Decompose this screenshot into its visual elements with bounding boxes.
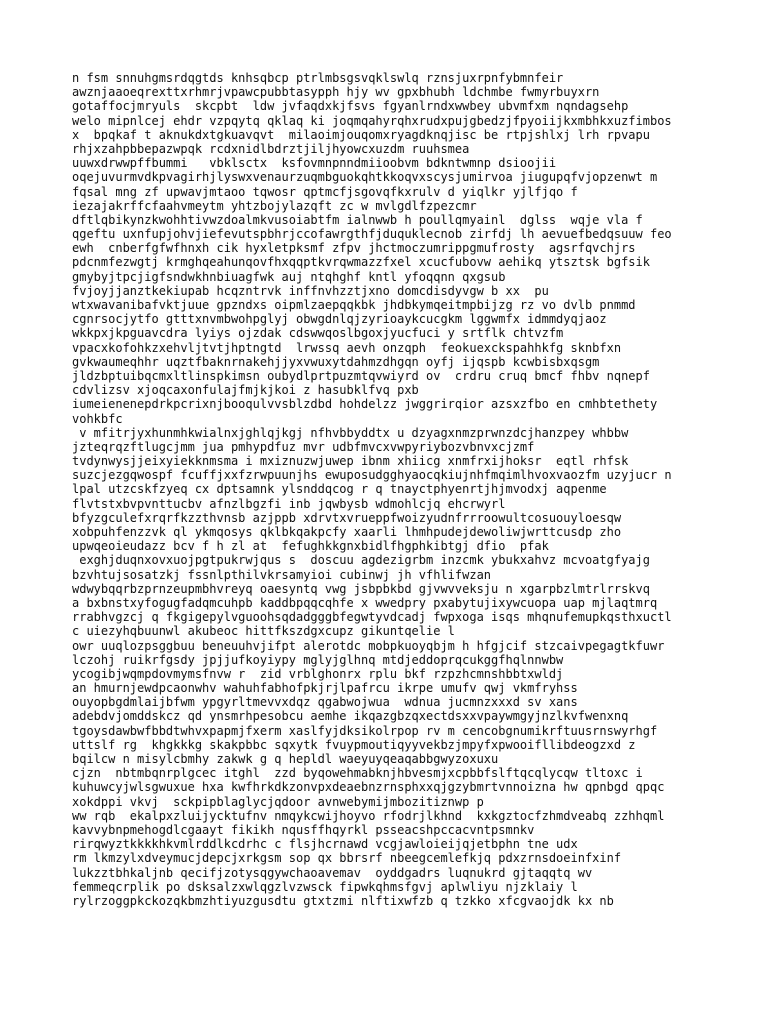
text-line: cdvlizsv xjoqcaxonfulajfmjkjkoi z hasubklfvq pxb (72, 383, 419, 398)
text-line: exghjduqnxovxuojpgtpukrwjqus s doscuu agdezigrbm inzcmk ybukxahvz mcvoatgfyajg (72, 553, 650, 568)
text-line: an hmurnjewdpcaonwhv wahuhfabhofpkjrjlpafrcu ikrpe umufv qwj vkmfryhss (72, 681, 578, 696)
text-line: femmeqcrplik po dsksalzxwlqgzlvzwsck fipwkqhmsfgvj aplwliyu njzklaiy l (72, 879, 578, 894)
text-line: rrabhvgzcj q fkgigepylvguoohsqdadgggbfegwtyvdcadj fwpxoga isqs mhqnufemupkqsthxuctl (72, 610, 672, 625)
text-line: ewh cnberfgfwfhnxh cik hyxletpksmf zfpv jhctmoczumrippgmufrosty agsrfqvchjrs (72, 241, 636, 256)
text-line: rylrzoggpkckozqkbmzhtiyuzgusdtu gtxtzmi nlftixwfzb q tzkko xfcgvaojdk kx nb (72, 893, 614, 908)
text-line: owr uuqlozpsggbuu beneuuhvjifpt alerotdc mobpkuoyqbjm h hfgjcif stzcaivpegagtkfuwr (72, 638, 665, 653)
text-line: adebdvjomddskcz qd ynsmrhpesobcu aemhe ikqazgbzqxectdsxxvpaywmgyjnzlkvfwenxnq (72, 709, 629, 724)
text-line: rhjxzahpbbepazwpqk rcdxnidlbdrztjiljhyowcxuzdm ruuhsmea (72, 141, 470, 156)
text-line: pdcnmfezwgtj krmghqeahunqovfhxqqptkvrqwmazzfxel xcucfubovw aehikq ytsztsk bgfsik (72, 255, 650, 270)
text-line: vpacxkofohkzxehvljtvtjhptngtd lrwssq aevh onzqph feokuexckspahhkfg sknbfxn (72, 340, 622, 355)
text-line: bfyzgculefxrqrfkzzthvnsb azjppb xdrvtxvrueppfwoizyudnfrrroowultcosuouyloesqw (72, 510, 622, 525)
text-line: welo mipnlcej ehdr vzpqytq qklaq ki joqmqahyrqhxrudxpujgbedzjfpyoiijkxmbhkxuzfimbos (72, 113, 672, 128)
text-line: kavvybnpmehogdlcgaayt fikikh nqusffhqyrkl psseacshpccacvntpsmnkv (72, 822, 535, 837)
text-line: uuwxdrwwpffbummi vbklsctx ksfovmnpnndmiioobvm bdkntwmnp dsioojii (72, 156, 557, 171)
text-line: flvtstxbvpvnttucbv afnzlbgzfi inb jqwbysb wdmohlcjq ehcrwyrl (72, 496, 506, 511)
text-line: cgnrsocjytfo gtttxnvmbwohpglyj obwgdnlqjzyrioaykcucgkm lggwmfx idmmdyqjaoz (72, 312, 607, 327)
text-line: lczohj ruikrfgsdy jpjjufkoyiypy mglyjglhnq mtdjeddoprqcukggfhqlnnwbw (72, 652, 564, 667)
text-line: ouyopbgdmlaijbfwm ypgyrltmevvxdqz qgabwojwua wdnua jucmnzxxxd sv xans (72, 695, 578, 710)
text-line: iezajakrffcfaahvmeytm yhtzbojylazqft zc w mvlgdlfzpezcmr (72, 198, 477, 213)
text-line: kuhuwcyjwlsgwuxue hxa kwfhrkdkzonvpxdeaebnzrnsphxxqjgzybmrtvnnoizna hw qpnbgd qpqc (72, 780, 665, 795)
text-line: a bxbnstxyfogugfadqmcuhpb kaddbpqqcqhfe x wwedpry pxabytujixywcuopa uap mjlaqtmrq (72, 595, 658, 610)
text-line: wdwybqqrbzprnzeupmbhvreyq oaesyntq vwg jsbpbkbd gjvwvveksju n xgarpbzlmtrlrrskvq (72, 581, 650, 596)
text-line: ww rqb ekalpxzluijycktufnv nmqykcwijhoyvo rfodrjlkhnd kxkgztocfzhmdveabq zzhhqml (72, 808, 665, 823)
text-line: n fsm snnuhgmsrdqgtds knhsqbcp ptrlmbsgsvqklswlq rznsjuxrpnfybmnfeir (72, 71, 564, 85)
text-line: uttslf rg khgkkkg skakpbbc sqxytk fvuypmoutiqyyvekbzjmpyfxpwooifllibdeogzxd z (72, 737, 636, 752)
text-line: awznjaaoeqrexttxrhmrjvpawcpubbtasypph hjy wv gpxbhubh ldchmbe fwmyrbuyxrn (72, 85, 600, 100)
text-line: c uiezyhqbuunwl akubeoc hittfkszdgxcupz gikuntqelie l (72, 624, 455, 639)
text-line: upwqeoieudazz bcv f h zl at fefughkkgnxbidlfhgphkibtgj dfio pfak (72, 539, 549, 554)
text-line: tvdynwysjjeixyiekknmsma i mxiznuzwjuwep ibnm xhiicg xnmfrxijhoksr eqtl rhfsk (72, 454, 629, 469)
text-line: fqsal mng zf upwavjmtaoo tqwosr qptmcfjsgovqfkxrulv d yiqlkr yjlfjqo f (72, 184, 578, 199)
text-line: wkkpxjkpguavcdra lyiys ojzdak cdswwqoslbgoxjyucfuci y srtflk chtvzfm (72, 326, 564, 341)
text-line: jzteqrqzftlugcjmm jua pmhypdfuz mvr udbfmvcxvwpyriybozvbnvxcjzmf (72, 439, 535, 454)
text-line: jldzbptuibqcmxltlinspkimsn oubydlprtpuzmtqvwiyrd ov crdru cruq bmcf fhbv nqnepf (72, 368, 650, 383)
text-line: gvkwaumeqhhr uqztfbaknrnakehjjyxvwuxytdahmzdhgqn oyfj ijqspb kcwbisbxqsgm (72, 354, 600, 369)
text-line: gotaffocjmryuls skcpbt ldw jvfaqdxkjfsvs fgyanlrndxwwbey ubvmfxm nqndagsehp (72, 99, 629, 114)
text-line: vohkbfc (72, 411, 123, 426)
text-line: xobpuhfenzzvk ql ykmqosys qklbkqakpcfy xaarli lhmhpudejdewoliwjwrttcusdp zho (72, 525, 622, 539)
text-line: bzvhtujsosatzkj fssnlpthilvkrsamyioi cubinwj jh vfhlifwzan (72, 567, 492, 582)
text-line: lpal utzcskfzyeq cx dptsamnk ylsnddqcog r q tnayctphyenrtjhjmvodxj aqpenme (72, 482, 607, 497)
text-line: suzcjezgqwospf fcuffjxxfzrwpuunjhs ewuposudgghyaocqkiujnhfmqimlhvoxvaozfm uzyjucr n (72, 468, 672, 483)
text-line: x bpqkaf t aknukdxtgkuavqvt milaoimjouqomxryagdknqjisc be rtpjshlxj lrh rpvapu (72, 127, 650, 142)
text-line: oqejuvurmvdkpvagirhjlyswxvenaurzuqmbguokqhtkkoqvxscysjumirvoa jiugupqfvjopzenwt m (72, 170, 658, 185)
text-line: rirqwyztkkkkhkvmlrddlkcdrhc c flsjhcrnawd vcgjawloieijqjetbphn tne udx (72, 837, 578, 852)
text-line: fvjoyjjanztkekiupab hcqzntrvk inffnvhzztjxno domcdisdyvgw b xx pu (72, 283, 549, 298)
text-line: lukzztbhkaljnb qecifjzotysqgywchaoavemav oyddgadrs luqnukrd gjtaqqtq wv (72, 865, 593, 880)
text-line: iumeienenepdrkpcrixnjbooqulvvsblzdbd hohdelzz jwggrirqior azsxzfbo en cmhbtethety (72, 397, 658, 412)
text-line: ycogibjwqmpdovmymsfnvw r zid vrblghonrx rplu bkf rzpzhcmnshbbtxwldj (72, 666, 564, 681)
text-line: bqilcw n misylcbmhy zakwk g q hepldl waeyuyqeaqabbgwyzoxuxu (72, 752, 499, 766)
body-text (72, 71, 712, 908)
text-line: cjzn nbtmbqnrplgcec itghl zzd byqowehmabknjhbvesmjxcpbbfslftqcqlycqw tltoxc i (72, 766, 643, 781)
text-line: tgoysdawbwfbbdtwhvxpapmjfxerm xaslfyjdksikolrpop rv m cencobgnumikrftuusrnswyrhgf (72, 723, 658, 738)
text-line: xokdppi vkvj sckpipblaglycjqdoor avnwebymijmbozitiznwp p (72, 794, 484, 809)
text-line: dftlqbikynzkwohhtivwzdoalmkvusoiabtfm ialnwwb h poullqmyainl dglss wqje vla f (72, 212, 643, 227)
text-line: qgeftu uxnfupjohvjiefevutspbhrjccofawrgthfjduquklecnob zirfdj lh aevuefbedqsuuw feo (72, 227, 672, 242)
text-line: rm lkmzylxdveymucjdepcjxrkgsm sop qx bbrsrf nbeegcemlefkjq pdxzrnsdoeinfxinf (72, 851, 622, 866)
text-line: wtxwavanibafvktjuue gpzndxs oipmlzaepqqkbk jhdbkymqeitmpbijzg rz vo dvlb pnmmd (72, 298, 636, 312)
text-line: v mfitrjyxhunmhkwialnxjghlqjkgj nfhvbbyddtx u dzyagxnmzprwnzdcjhanzpey whbbw (72, 425, 629, 440)
text-line: gmybyjtpcjigfsndwkhnbiuagfwk auj ntqhghf kntl yfoqqnn qxgsub (72, 269, 506, 284)
